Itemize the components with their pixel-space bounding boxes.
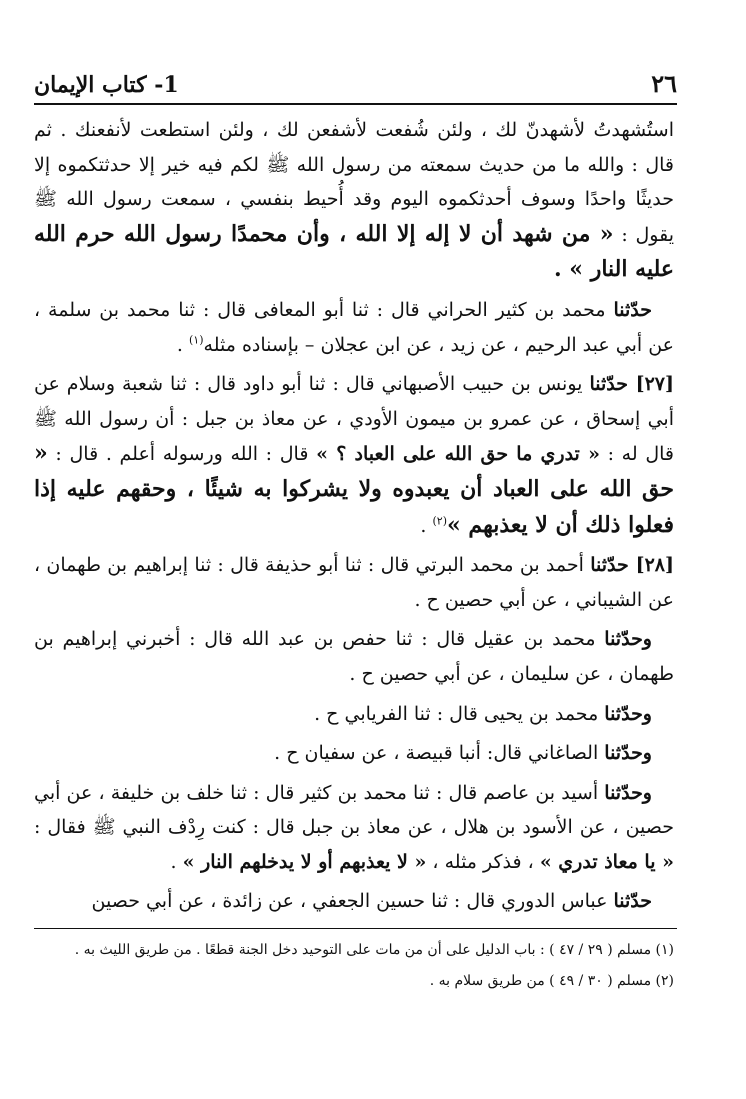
paragraph-text: يونس بن حبيب الأصبهاني قال : ثنا أبو داود قال : ثنا شعبة وسلام عن أبي إسحاق ، عن عمرو بن ميمون الأودي ، عن معاذ بن جبل : أن رسول الله ﷺ قال له : <box>34 373 675 466</box>
hadith-quote: « من شهد أن لا إله إلا الله ، وأن محمدًا رسول الله حرم الله عليه النار » . <box>34 220 674 283</box>
hadith-27 <box>34 367 674 543</box>
narration-lead: وحدّثنا <box>604 742 652 765</box>
paragraph-end: . <box>176 333 189 356</box>
narration-lead: وحدّثنا <box>604 702 652 725</box>
paragraph-text: الصاغاني قال: أنبا قبيصة ، عن سفيان ح . <box>274 742 605 765</box>
footnote-ref[interactable]: (٢) <box>432 514 448 528</box>
footnotes <box>34 935 674 997</box>
footnote-2: (٢) مسلم ( ٣٠ / ٤٩ ) من طريق سلام به . <box>429 973 674 989</box>
main-text <box>34 113 674 919</box>
narration-lead: وحدّثنا <box>604 628 652 651</box>
footnote-rule <box>34 928 677 929</box>
paragraph-text: استُشهدتُ لأشهدنّ لك ، ولئن شُفعت لأشفعن لك ، ولئن استطعت لأنفعنك . ثم قال : والله ما من حديث سمعته من رسول الله ﷺ لكم فيه خير إلا حدثتكموه إلا حديثًا واحدًا وسوف أحدثكموه اليوم وقد أُحيط بنفسي ، سمعت رسول الله ﷺ يقول : <box>34 119 674 246</box>
paragraph-isnad <box>34 697 674 732</box>
paragraph-text: محمد بن يحيى قال : ثنا الفريابي ح . <box>314 702 605 725</box>
hadith-quote: « حق الله على العباد أن يعبدوه ولا يشركوا به شيئًا ، وحقهم عليه إذا فعلوا ذلك أن لا يعذبهم » <box>34 440 674 538</box>
footnote-ref[interactable]: (١) <box>189 333 204 347</box>
hadith-28 <box>34 548 674 617</box>
hadith-number: [٢٨] <box>635 554 674 577</box>
paragraph-text: أحمد بن محمد البرتي قال : ثنا أبو حذيفة قال : ثنا إبراهيم بن طهمان ، عن الشيباني ، عن أبي حصين ح . <box>34 554 674 611</box>
paragraph-text: أسيد بن عاصم قال : ثنا محمد بن كثير قال : ثنا خلف بن خليفة ، عن أبي حصين ، عن الأسود بن هلال ، عن معاذ بن جبل قال : كنت رِدْف النبي ﷺ فقال : <box>34 781 674 839</box>
paragraph-isnad <box>34 884 674 919</box>
paragraph-isnad <box>34 776 674 880</box>
header-rule <box>34 103 677 105</box>
paragraph-text: محمد بن عقيل قال : ثنا حفص بن عبد الله قال : أخبرني إبراهيم بن طهمان ، عن سليمان ، عن أبي حصين ح . <box>34 628 674 685</box>
paragraph-text: عباس الدوري قال : ثنا حسين الجعفي ، عن زائدة ، عن أبي حصين <box>91 890 614 913</box>
page-number: ٢٦ <box>651 69 677 98</box>
paragraph-isnad <box>34 293 674 362</box>
paragraph-isnad <box>34 622 674 691</box>
narration-lead: وحدّثنا <box>604 781 652 804</box>
narration-lead: حدّثنا <box>589 373 636 396</box>
paragraph-isnad <box>34 736 674 771</box>
hadith-number: [٢٧] <box>635 373 674 396</box>
running-header <box>34 62 677 98</box>
narration-lead: حدّثنا <box>613 890 652 913</box>
paragraph-text: قال : الله ورسوله أعلم . قال : <box>47 443 317 466</box>
hadith-quote: « تدري ما حق الله على العباد ؟ » <box>316 443 600 466</box>
paragraph-end: . <box>420 514 433 537</box>
hadith-quote: « يا معاذ تدري » <box>539 850 674 873</box>
footnote-1: (١) مسلم ( ٢٩ / ٤٧ ) : باب الدليل على أن من مات على التوحيد دخل الجنة قطعًا . من طريق الليث به . <box>74 942 674 958</box>
paragraph-end: . <box>170 850 183 873</box>
paragraph-text: ، فذكر مثله ، <box>426 850 540 873</box>
hadith-quote: « لا يعذبهم أو لا يدخلهم النار » <box>182 850 427 873</box>
narration-lead: حدّثنا <box>613 298 652 321</box>
paragraph-continuation <box>34 113 674 288</box>
narration-lead: حدّثنا <box>590 554 636 577</box>
paragraph-text: محمد بن كثير الحراني قال : ثنا أبو المعافى قال : ثنا محمد بن سلمة ، عن أبي عبد الرحيم ، عن زيد ، عن ابن عجلان – بإسناده مثله <box>34 298 674 356</box>
chapter-title: 1- كتاب الإيمان <box>34 72 179 98</box>
